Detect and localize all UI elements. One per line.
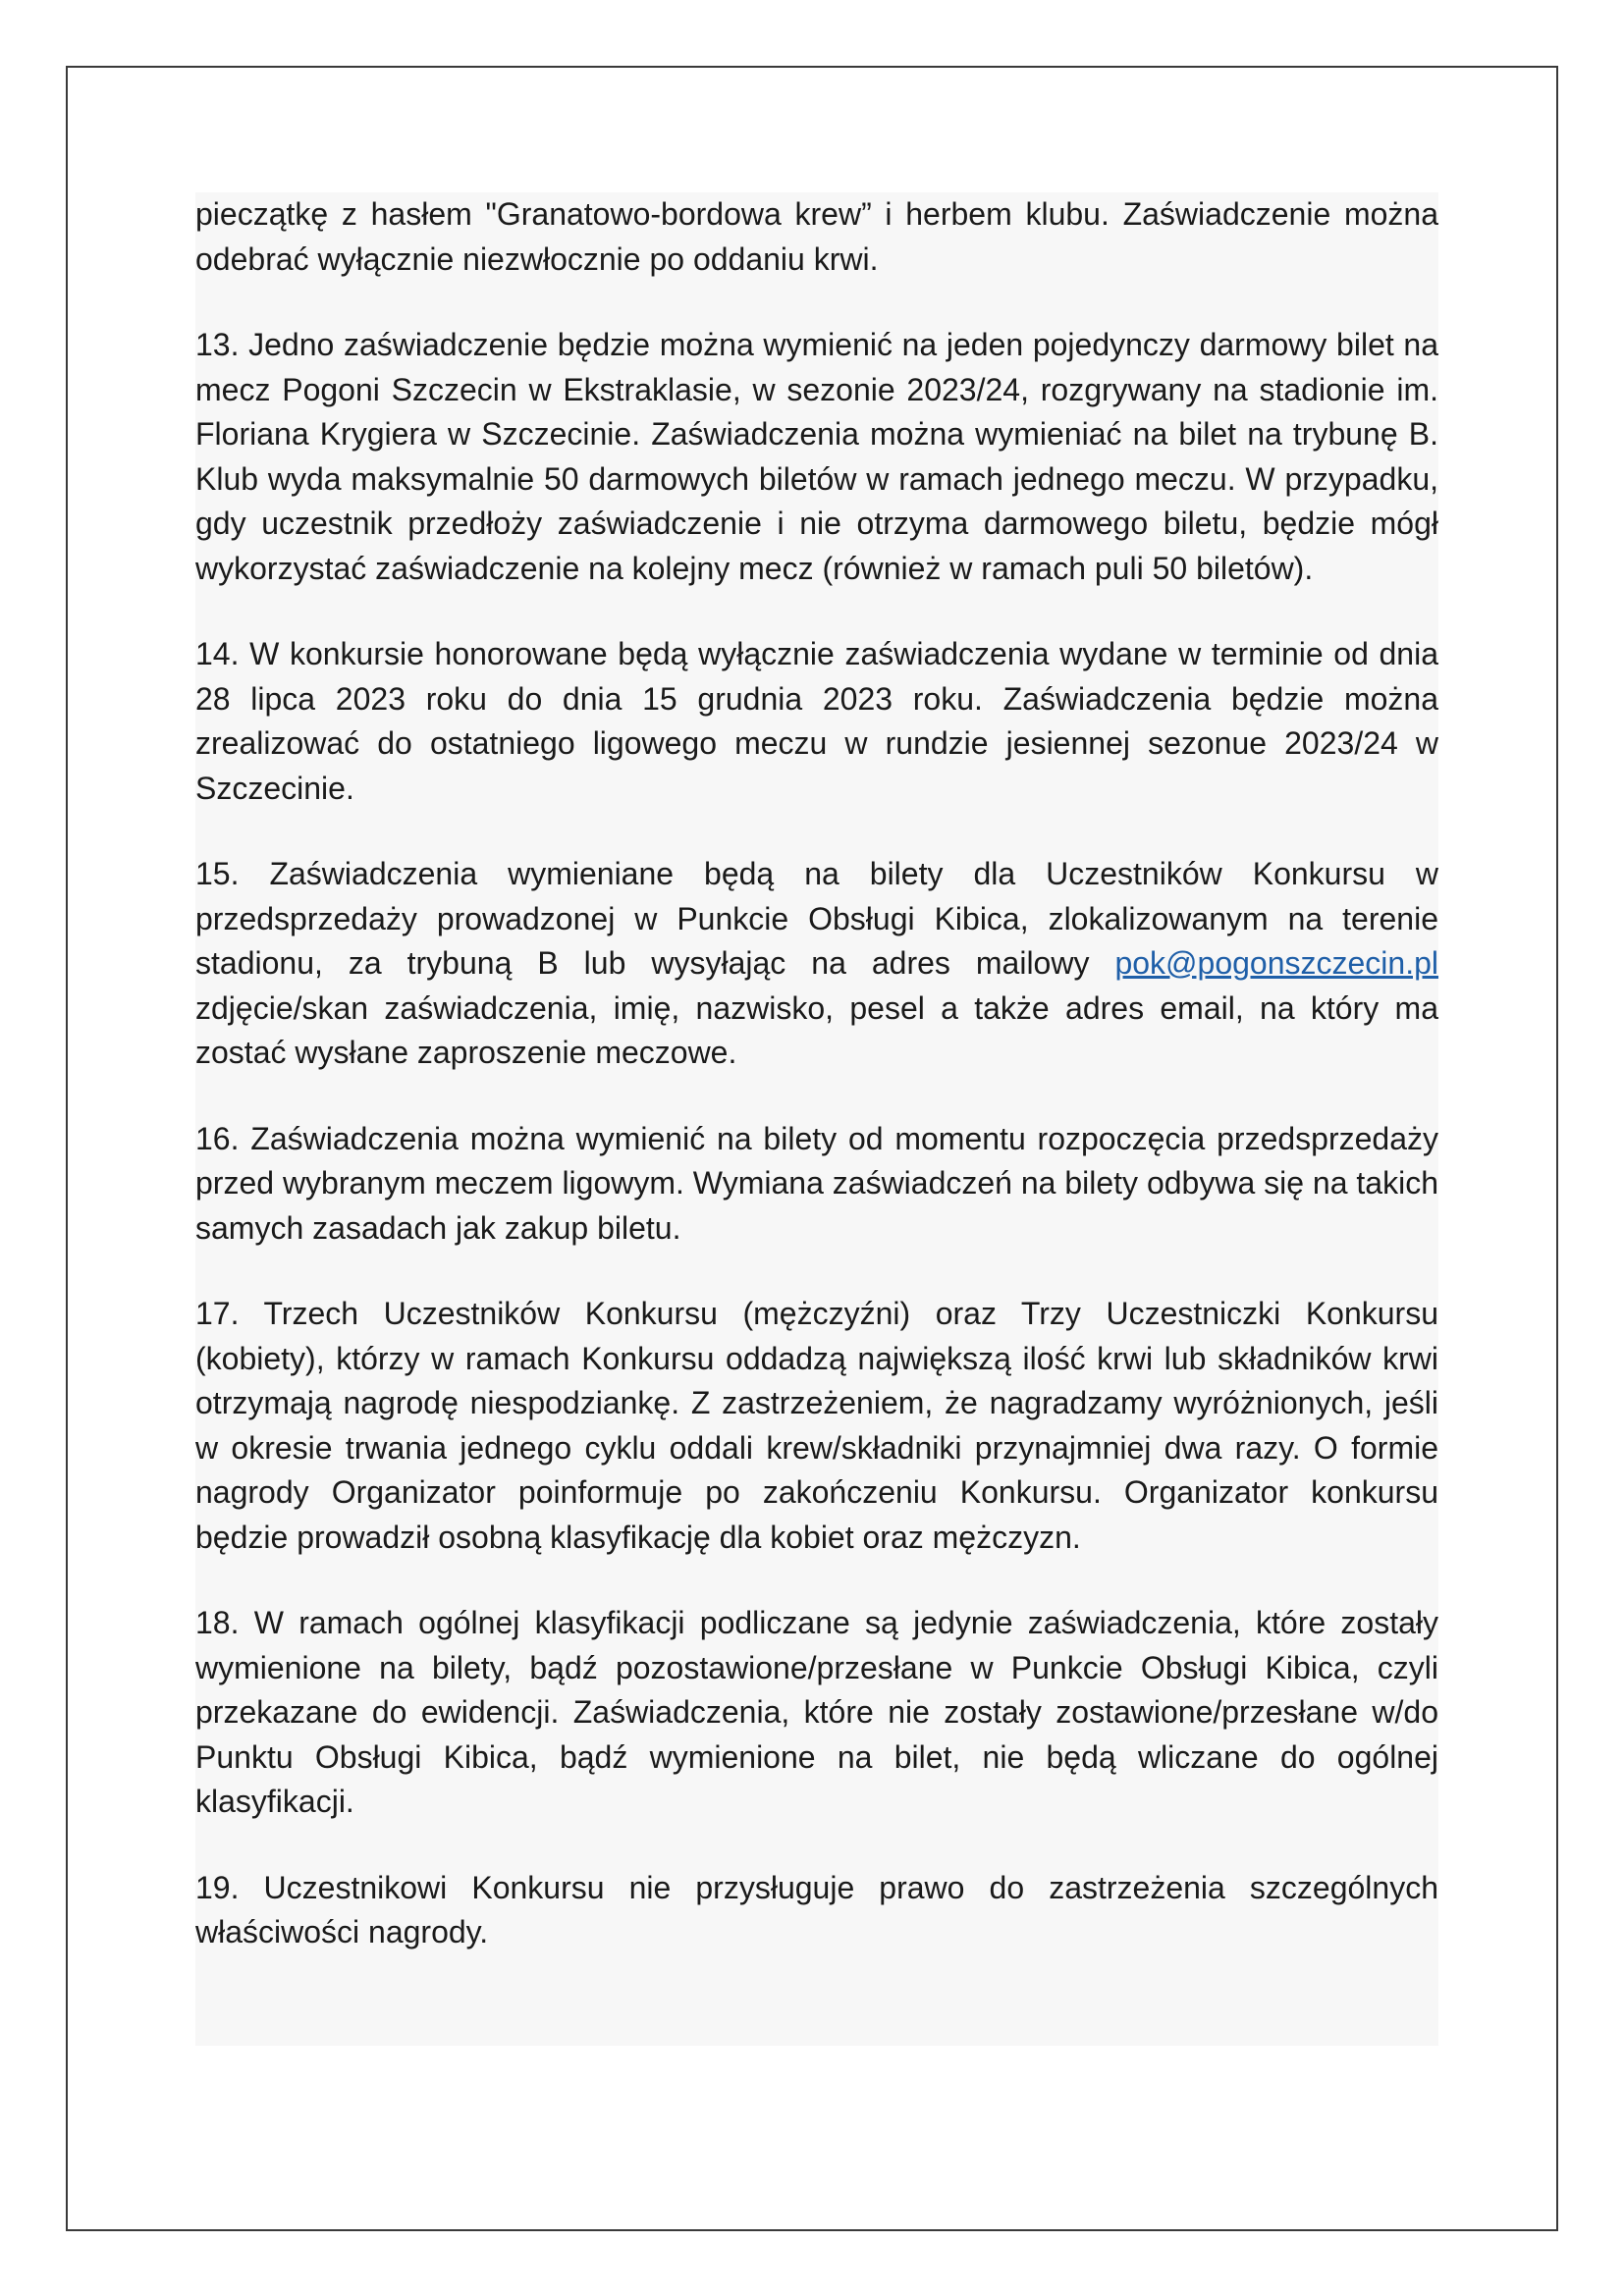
document-body (195, 192, 1438, 2046)
paragraph-13: 13. Jedno zaświadczenie będzie można wymienić na jeden pojedynczy darmowy bilet na mecz Pogoni Szczecin w Ekstraklasie, w sezonie 2023/24, rozgrywany na stadionie im. Floriana Krygiera w Szczecinie. Zaświadczenia można wymieniać na bilet na trybunę B. Klub wyda maksymalnie 50 darmowych biletów w ramach jednego meczu. W przypadku, gdy uczestnik przedłoży zaświadczenie i nie otrzyma darmowego biletu, będzie mógł wykorzystać zaświadczenie na kolejny mecz (również w ramach puli 50 biletów). (195, 327, 1438, 586)
paragraph-15 (195, 852, 1438, 1076)
paragraph-15-text-before: 15. Zaświadczenia wymieniane będą na bilety dla Uczestników Konkursu w przedsprzedaży prowadzonej w Punkcie Obsługi Kibica, zlokalizowanym na terenie stadionu, za trybuną B lub wysyłając na adres mailowy (195, 856, 1438, 981)
email-link[interactable]: pok@pogonszczecin.pl (1114, 945, 1438, 981)
paragraph-19: 19. Uczestnikowi Konkursu nie przysługuje prawo do zastrzeżenia szczególnych właściwości nagrody. (195, 1869, 1438, 1949)
paragraph-14: 14. W konkursie honorowane będą wyłącznie zaświadczenia wydane w terminie od dnia 28 lipca 2023 roku do dnia 15 grudnia 2023 roku. Zaświadczenia będzie można zrealizować do ostatniego ligowego meczu w rundzie jesiennej sezonue 2023/24 w Szczecinie. (195, 636, 1438, 806)
paragraph-18: 18. W ramach ogólnej klasyfikacji podliczane są jedynie zaświadczenia, które zostały wymienione na bilety, bądź pozostawione/przesłane w Punkcie Obsługi Kibica, czyli przekazane do ewidencji. Zaświadczenia, które nie zostały zostawione/przesłane w/do Punktu Obsługi Kibica, bądź wymienione na bilet, nie będą wliczane do ogólnej klasyfikacji. (195, 1605, 1438, 1819)
paragraph-16: 16. Zaświadczenia można wymienić na bilety od momentu rozpoczęcia przedsprzedaży przed wybranym meczem ligowym. Wymiana zaświadczeń na bilety odbywa się na takich samych zasadach jak zakup biletu. (195, 1120, 1438, 1246)
paragraph-17: 17. Trzech Uczestników Konkursu (mężczyźni) oraz Trzy Uczestniczki Konkursu (kobiety), którzy w ramach Konkursu oddadzą największą ilość krwi lub składników krwi otrzymają nagrodę niespodziankę. Z zastrzeżeniem, że nagradzamy wyróżnionych, jeśli w okresie trwania jednego cyklu oddali krew/składniki przynajmniej dwa razy. O formie nagrody Organizator poinformuje po zakończeniu Konkursu. Organizator konkursu będzie prowadził osobną klasyfikację dla kobiet oraz mężczyzn. (195, 1296, 1438, 1555)
paragraph-continuation: pieczątkę z hasłem "Granatowo-bordowa krew” i herbem klubu. Zaświadczenie można odebrać wyłącznie niezwłocznie po oddaniu krwi. (195, 196, 1438, 277)
paragraph-15-text-after: zdjęcie/skan zaświadczenia, imię, nazwisko, pesel a także adres email, na który ma zostać wysłane zaproszenie meczowe. (195, 989, 1438, 1070)
